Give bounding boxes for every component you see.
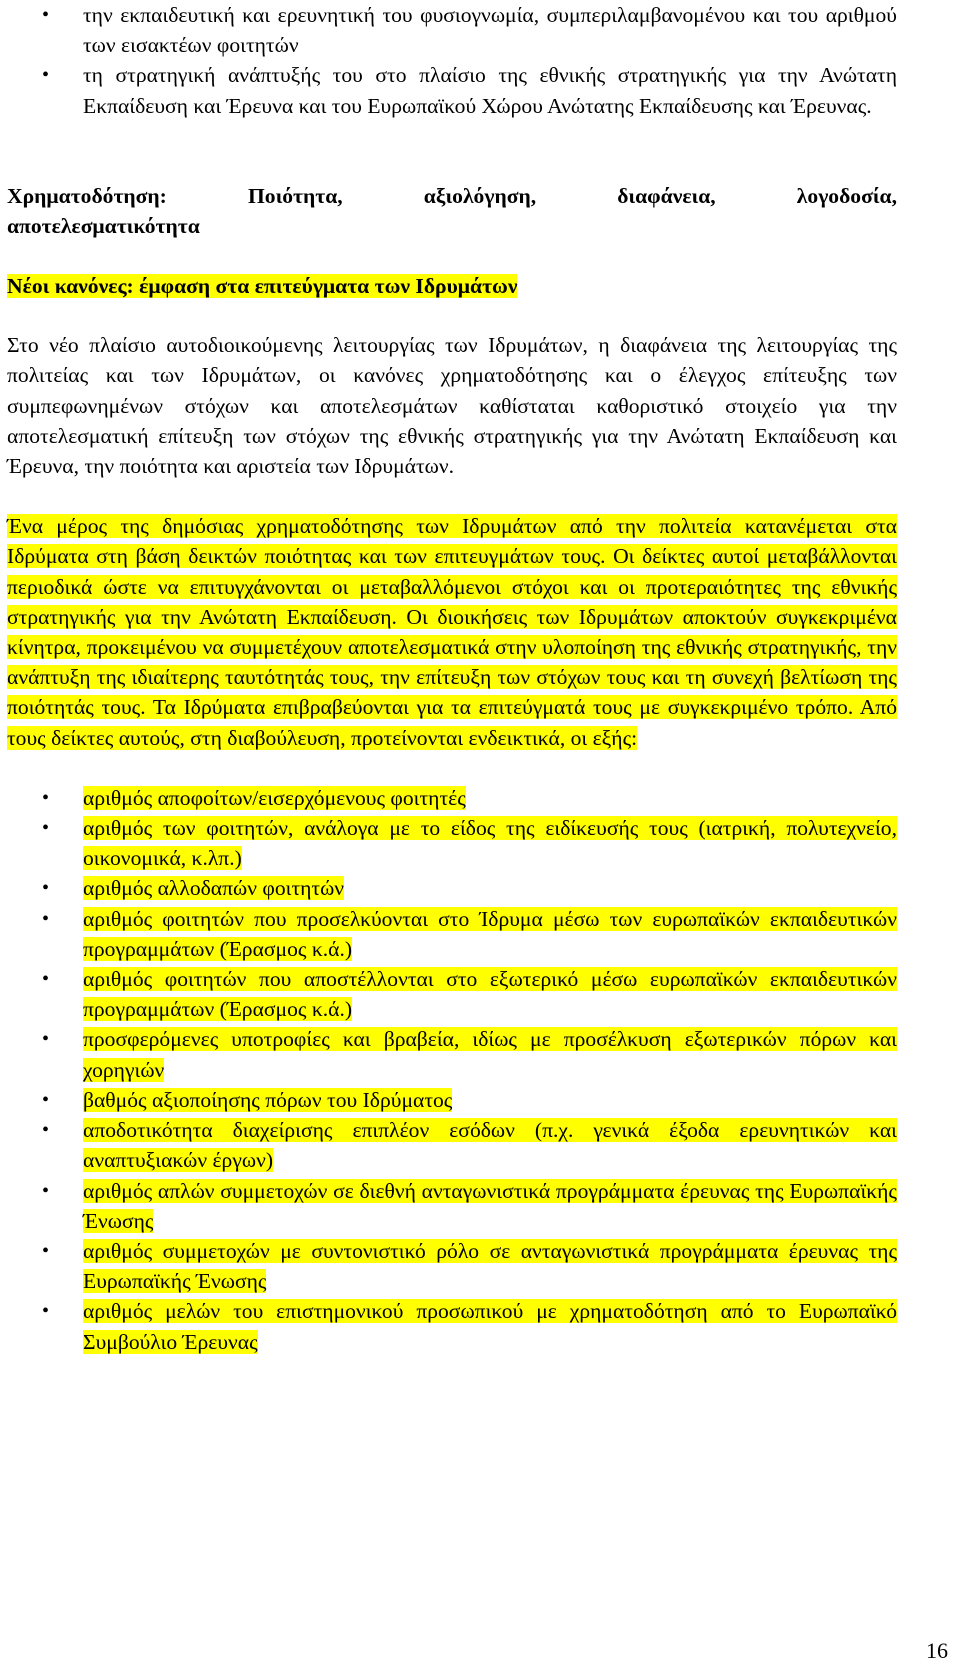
bullet-icon: • [42,1119,50,1142]
bullet-icon: • [42,1028,50,1051]
bullet-icon: • [42,877,50,900]
list-item [7,964,897,1024]
bullet-icon: • [42,1239,50,1262]
indicator-bullet-list [7,783,897,1357]
section-heading-line-2: αποτελεσματικότητα [7,214,200,239]
list-item [7,1296,897,1356]
subsection-heading [7,271,897,301]
list-item [7,1024,897,1084]
list-item-text: βαθμός αξιοποίησης πόρων του Ιδρύματος [83,1087,453,1112]
list-item [7,1236,897,1296]
list-item [7,1085,897,1115]
list-item-text: προσφερόμενες υποτροφίες και βραβεία, ιδίως με προσέλκυση εξωτερικών πόρων και χορηγιών [83,1027,897,1082]
list-item-text: αριθμός φοιτητών που προσελκύονται στο Ίδρυμα μέσω των ευρωπαϊκών εκπαιδευτικών προγραμμάτων (Έρασμος κ.ά.) [83,906,897,961]
list-item [7,813,897,873]
bullet-icon: • [42,4,50,26]
list-item [7,60,897,120]
bullet-icon: • [42,817,50,840]
list-item-text: αριθμός μελών του επιστημονικού προσωπικού με χρηματοδότηση από το Ευρωπαϊκό Συμβούλιο Έρευνας [83,1299,897,1354]
list-item-text: αριθμός αλλοδαπών φοιτητών [83,876,345,901]
top-bullet-list [7,0,897,121]
list-item [7,783,897,813]
page-number: 16 [926,1638,948,1663]
bullet-icon: • [42,786,50,809]
paragraph-1: Στο νέο πλαίσιο αυτοδιοικούμενης λειτουργίας των Ιδρυμάτων, η διαφάνεια της λειτουργίας της πολιτείας και των Ιδρυμάτων, οι κανόνες χρηματοδότησης και ο έλεγχος επίτευξης των συμπεφωνημένων στόχων και αποτελεσμάτων καθίσταται καθοριστικό στοιχείο για την αποτελεσματική επίτευξη των στόχων της εθνικής στρατηγικής για την Ανώτατη Εκπαίδευση και Έρευνα, την ποιότητα και αριστεία των Ιδρυμάτων. [7,333,897,479]
document-page [7,0,897,1357]
highlighted-text: Ένα μέρος της δημόσιας χρηματοδότησης των Ιδρυμάτων από την πολιτεία κατανέμεται στα Ιδρύματα στη βάση δεικτών ποιότητας και των επιτευγμάτων τους. Οι δείκτες αυτοί μεταβάλλονται περιοδικά ώστε να επιτυγχάνονται οι μεταβαλλόμενοι στόχοι και οι προτεραιότητες της εθνικής στρατηγικής για την Ανώτατη Εκπαίδευση. Οι διοικήσεις των Ιδρυμάτων αποκτούν συγκεκριμένα κίνητρα, προκειμένου να συμμετέχουν αποτελεσματικά στην υλοποίηση της εθνικής στρατηγικής, την ανάπτυξη της ιδιαίτερης ταυτότητάς τους, την επίτευξη των στόχων τους και τη συνεχή βελτίωση της ποιότητάς τους. Τα Ιδρύματα επιβραβεύονται για τα επιτεύγματά τους με συγκεκριμένο τρόπο. Από τους δείκτες αυτούς, στη διαβούλευση, προτείνονται ενδεικτικά, οι εξής: [7,514,897,750]
list-item [7,873,897,903]
list-item [7,904,897,964]
bullet-icon: • [42,1300,50,1323]
list-item-text: αριθμός συμμετοχών με συντονιστικό ρόλο σε ανταγωνιστικά προγράμματα έρευνας της Ευρωπαϊκής Ένωσης [83,1238,897,1294]
bullet-icon: • [42,64,50,87]
highlighted-text: Νέοι κανόνες: έμφαση στα επιτεύγματα των Ιδρυμάτων [7,274,518,299]
list-item-text: αποδοτικότητα διαχείρισης επιπλέον εσόδων (π.χ. γενικά έξοδα ερευνητικών και αναπτυξιακών έργων) [83,1118,897,1173]
list-item-text: αριθμός απλών συμμετοχών σε διεθνή ανταγωνιστικά προγράμματα έρευνας της Ευρωπαϊκής Ένωσης [83,1178,897,1233]
list-item-text: την εκπαιδευτική και ερευνητική του φυσιογνωμία, συμπεριλαμβανομένου και του αριθμού των εισακτέων φοιτητών [83,3,897,58]
section-heading-line-1: Χρηματοδότηση: Ποιότητα, αξιολόγηση, διαφάνεια, λογοδοσία, [7,183,897,208]
paragraph-2 [7,511,897,753]
list-item [7,1115,897,1175]
bullet-icon: • [42,1179,50,1202]
bullet-icon: • [42,1088,50,1111]
list-item-text: αριθμός αποφοίτων/εισερχόμενους φοιτητές [83,785,466,810]
bullet-icon: • [42,968,50,991]
list-item [7,1176,897,1236]
list-item [7,0,897,60]
list-item-text: αριθμός των φοιτητών, ανάλογα με το είδος της ειδίκευσής τους (ιατρική, πολυτεχνείο, οικονομικά, κ.λπ.) [83,816,897,871]
list-item-text: αριθμός φοιτητών που αποστέλλονται στο εξωτερικό μέσω ευρωπαϊκών εκπαιδευτικών προγραμμάτων (Έρασμος κ.ά.) [83,967,897,1022]
bullet-icon: • [42,907,50,930]
list-item-text: τη στρατηγική ανάπτυξής του στο πλαίσιο της εθνικής στρατηγικής για την Ανώτατη Εκπαίδευση και Έρευνα και του Ευρωπαϊκού Χώρου Ανώτατης Εκπαίδευσης και Έρευνας. [83,63,897,118]
